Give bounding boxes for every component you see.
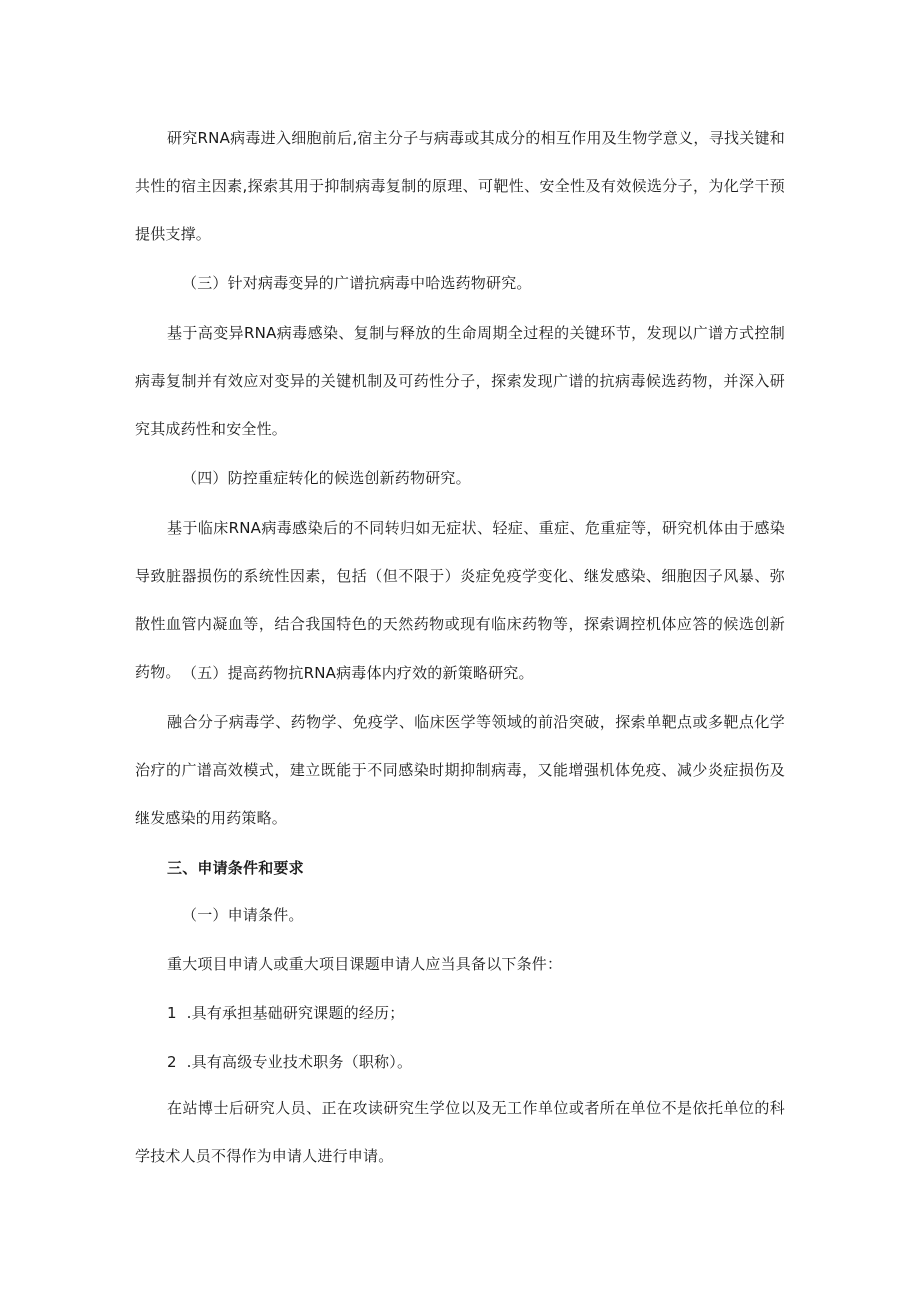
subheading-new-strategy: （五）提高药物抗RNA病毒体内疗效的新策略研究。 bbox=[182, 664, 534, 682]
paragraph-fusion-research: 融合分子病毒学、药物学、免疫学、临床医学等领域的前沿突破，探索单靶点或多靶点化学治疗的广谱高效模式，建立既能于不同感染时期抑制病毒，又能增强机体免疫、减少炎症损伤及继发感染的用药策略。 bbox=[135, 713, 785, 827]
list-item-title: 2 .具有高级专业技术职务（职称）。 bbox=[167, 1053, 413, 1071]
paragraph-clinical-outcomes: 基于临床RNA病毒感染后的不同转归如无症状、轻症、重症、危重症等，研究机体由于感染导致脏器损伤的系统性因素，包括（但不限于）炎症免疫学变化、继发感染、细胞因子风暴、弥散性血管内凝血等，结合我国特色的天然药物或现有临床药物等，探索调控机体应答的候选创新药物。 bbox=[135, 519, 785, 681]
subheading-conditions: （一）申请条件。 bbox=[182, 906, 304, 924]
list-item-experience: 1 .具有承担基础研究课题的经历； bbox=[167, 1004, 405, 1022]
paragraph-high-variation: 基于高变异RNA病毒感染、复制与释放的生命周期全过程的关键环节，发现以广谱方式控制病毒复制并有效应对变异的关键机制及可药性分子，探索发现广谱的抗病毒候选药物，并深入研究其成药性和安全性。 bbox=[135, 324, 785, 438]
section-heading-requirements: 三、申请条件和要求 bbox=[167, 859, 304, 877]
paragraph-host-factors: 研究RNA病毒进入细胞前后,宿主分子与病毒或其成分的相互作用及生物学意义，寻找关键和共性的宿主因素,探索其用于抑制病毒复制的原理、可靶性、安全性及有效候选分子，为化学干预提供支撑。 bbox=[135, 129, 785, 243]
subheading-severe-prevention: （四）防控重症转化的候选创新药物研究。 bbox=[182, 469, 471, 487]
paragraph-ineligible: 在站博士后研究人员、正在攻读研究生学位以及无工作单位或者所在单位不是依托单位的科学技术人员不得作为申请人进行申请。 bbox=[135, 1099, 785, 1165]
subheading-broad-spectrum: （三）针对病毒变异的广谱抗病毒中哈选药物研究。 bbox=[182, 274, 532, 292]
paragraph-applicant-conditions: 重大项目申请人或重大项目课题申请人应当具备以下条件： bbox=[167, 955, 563, 973]
